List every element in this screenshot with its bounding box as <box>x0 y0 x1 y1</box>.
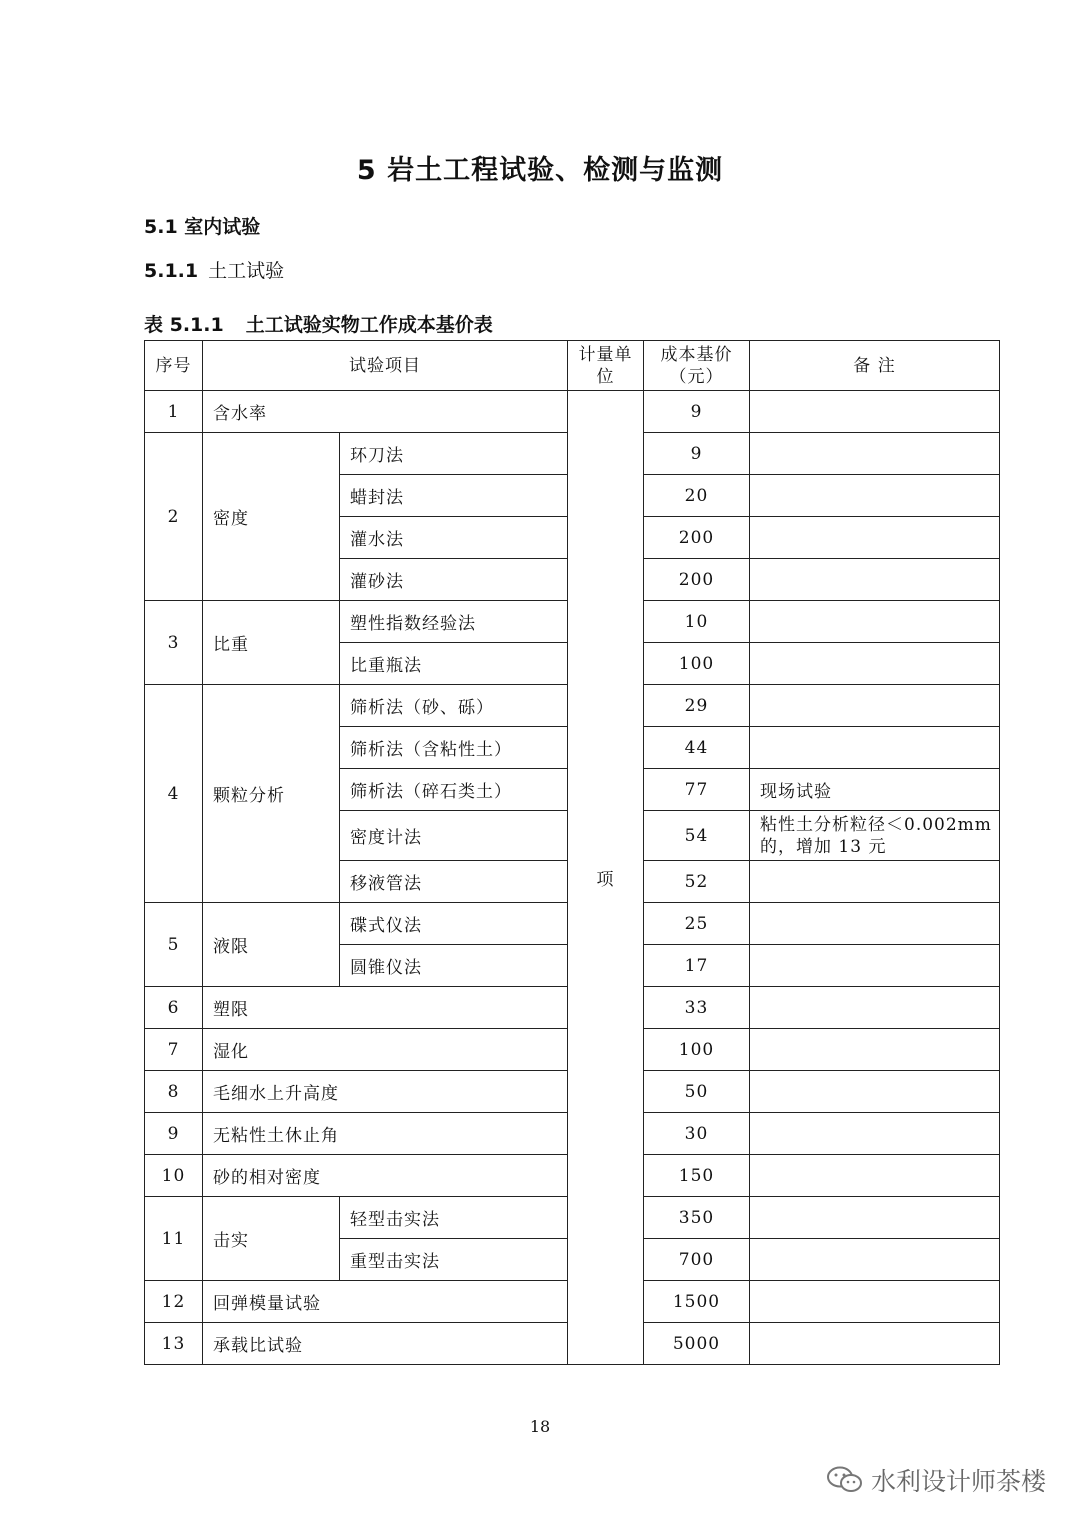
table-caption-number: 表 5.1.1 <box>144 314 224 336</box>
note-cell <box>750 391 1000 433</box>
note-cell <box>750 601 1000 643</box>
price-cell: 10 <box>644 601 750 643</box>
table-header-row <box>145 341 1000 391</box>
price-cell: 52 <box>644 861 750 903</box>
unit-cell: 项 <box>568 391 644 1365</box>
method-cell: 移液管法 <box>340 861 568 903</box>
seq-cell: 6 <box>145 987 203 1029</box>
price-cell: 33 <box>644 987 750 1029</box>
note-cell <box>750 1155 1000 1197</box>
method-cell: 比重瓶法 <box>340 643 568 685</box>
note-cell <box>750 1239 1000 1281</box>
method-cell: 灌砂法 <box>340 559 568 601</box>
item-cell: 含水率 <box>203 391 568 433</box>
note-cell <box>750 1113 1000 1155</box>
note-cell <box>750 1029 1000 1071</box>
price-cell: 29 <box>644 685 750 727</box>
watermark <box>825 1462 1046 1498</box>
watermark-text: 水利设计师茶楼 <box>870 1467 1046 1496</box>
header-unit: 计量单位 <box>568 341 644 391</box>
price-cell: 700 <box>644 1239 750 1281</box>
header-note: 备 注 <box>750 341 1000 391</box>
item-cell: 承载比试验 <box>203 1323 568 1365</box>
header-seq: 序号 <box>145 341 203 391</box>
price-cell: 350 <box>644 1197 750 1239</box>
method-cell: 蜡封法 <box>340 475 568 517</box>
item-cell: 回弹模量试验 <box>203 1281 568 1323</box>
method-cell: 碟式仪法 <box>340 903 568 945</box>
item-cell: 颗粒分析 <box>203 685 340 903</box>
chapter-title: 5 岩土工程试验、检测与监测 <box>356 155 724 186</box>
method-cell: 圆锥仪法 <box>340 945 568 987</box>
item-cell: 液限 <box>203 903 340 987</box>
seq-cell: 2 <box>145 433 203 601</box>
note-cell <box>750 685 1000 727</box>
seq-cell: 1 <box>145 391 203 433</box>
seq-cell: 11 <box>145 1197 203 1281</box>
seq-cell: 13 <box>145 1323 203 1365</box>
price-cell: 17 <box>644 945 750 987</box>
note-cell <box>750 1071 1000 1113</box>
header-price: 成本基价（元） <box>644 341 750 391</box>
method-cell: 环刀法 <box>340 433 568 475</box>
table-caption-title: 土工试验实物工作成本基价表 <box>245 314 493 336</box>
item-cell: 无粘性土休止角 <box>203 1113 568 1155</box>
note-cell <box>750 475 1000 517</box>
method-cell: 重型击实法 <box>340 1239 568 1281</box>
method-cell: 灌水法 <box>340 517 568 559</box>
seq-cell: 4 <box>145 685 203 903</box>
seq-cell: 9 <box>145 1113 203 1155</box>
note-cell <box>750 517 1000 559</box>
item-cell: 湿化 <box>203 1029 568 1071</box>
table-body <box>145 391 1000 1365</box>
note-cell <box>750 903 1000 945</box>
note-cell <box>750 559 1000 601</box>
item-cell: 毛细水上升高度 <box>203 1071 568 1113</box>
price-cell: 5000 <box>644 1323 750 1365</box>
item-cell: 密度 <box>203 433 340 601</box>
section-heading: 5.1 室内试验 <box>144 216 261 238</box>
price-cell: 50 <box>644 1071 750 1113</box>
seq-cell: 8 <box>145 1071 203 1113</box>
note-cell <box>750 433 1000 475</box>
note-cell <box>750 945 1000 987</box>
note-cell <box>750 987 1000 1029</box>
subsection-heading <box>144 256 284 283</box>
subsection-title: 土工试验 <box>208 260 285 282</box>
method-cell: 筛析法（碎石类土） <box>340 769 568 811</box>
wechat-icon <box>825 1465 865 1495</box>
price-cell: 30 <box>644 1113 750 1155</box>
price-cell: 200 <box>644 517 750 559</box>
note-cell <box>750 727 1000 769</box>
method-cell: 轻型击实法 <box>340 1197 568 1239</box>
page-number: 18 <box>529 1417 551 1436</box>
note-cell: 现场试验 <box>750 769 1000 811</box>
method-cell: 筛析法（含粘性土） <box>340 727 568 769</box>
seq-cell: 5 <box>145 903 203 987</box>
item-cell: 比重 <box>203 601 340 685</box>
price-cell: 100 <box>644 643 750 685</box>
price-cell: 77 <box>644 769 750 811</box>
price-cell: 44 <box>644 727 750 769</box>
price-cell: 20 <box>644 475 750 517</box>
note-cell <box>750 643 1000 685</box>
price-cell: 9 <box>644 433 750 475</box>
price-cell: 25 <box>644 903 750 945</box>
cost-table <box>144 340 1000 1365</box>
table-caption <box>144 310 493 337</box>
item-cell: 塑限 <box>203 987 568 1029</box>
method-cell: 筛析法（砂、砾） <box>340 685 568 727</box>
method-cell: 塑性指数经验法 <box>340 601 568 643</box>
price-cell: 200 <box>644 559 750 601</box>
item-cell: 击实 <box>203 1197 340 1281</box>
item-cell: 砂的相对密度 <box>203 1155 568 1197</box>
price-cell: 9 <box>644 391 750 433</box>
price-cell: 54 <box>644 811 750 861</box>
price-cell: 100 <box>644 1029 750 1071</box>
header-item: 试验项目 <box>203 341 568 391</box>
seq-cell: 10 <box>145 1155 203 1197</box>
seq-cell: 3 <box>145 601 203 685</box>
note-cell <box>750 1323 1000 1365</box>
subsection-number: 5.1.1 <box>144 260 199 282</box>
seq-cell: 12 <box>145 1281 203 1323</box>
seq-cell: 7 <box>145 1029 203 1071</box>
price-cell: 150 <box>644 1155 750 1197</box>
note-cell: 粘性土分析粒径＜0.002mm的，增加 13 元 <box>750 811 1000 861</box>
note-cell <box>750 1197 1000 1239</box>
note-cell <box>750 861 1000 903</box>
price-cell: 1500 <box>644 1281 750 1323</box>
note-cell <box>750 1281 1000 1323</box>
method-cell: 密度计法 <box>340 811 568 861</box>
table-row <box>145 391 1000 433</box>
